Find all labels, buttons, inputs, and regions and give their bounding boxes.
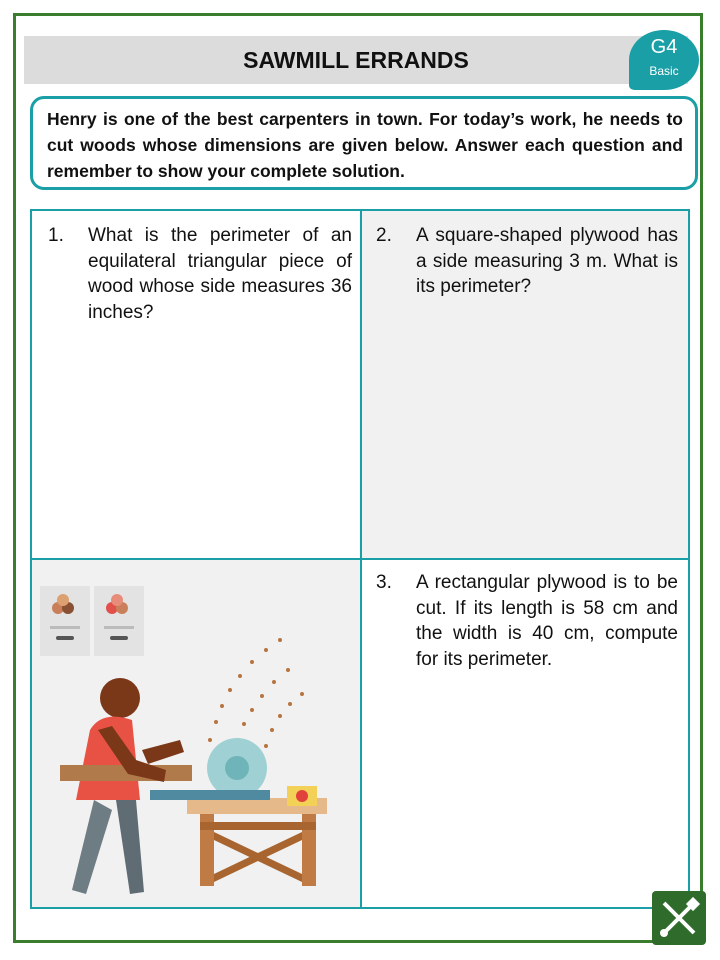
grade-badge — [629, 30, 699, 90]
carpenter-head — [100, 678, 140, 718]
page-title: SAWMILL ERRANDS — [243, 47, 469, 73]
illustration-cell — [32, 560, 362, 907]
grade-difficulty: Basic — [649, 64, 679, 78]
question-text: A square-shaped plywood has a side measuring 3 m. What is its perimeter? — [416, 225, 678, 297]
question-number: 1. — [48, 225, 64, 246]
crossed-tools-icon — [652, 891, 706, 945]
publisher-logo — [652, 891, 706, 945]
grade-level: G4 — [650, 36, 678, 58]
question-grid — [30, 209, 690, 909]
title-bar — [24, 36, 688, 84]
question-cell-3 — [362, 560, 688, 907]
question-cell-2 — [362, 211, 688, 560]
carpenter-leg — [72, 800, 112, 894]
instructions-text: Henry is one of the best carpenters in town. For today’s work, he needs to cut woods whose dimensions are given below. Answer each question and remember to show your complete solution. — [47, 109, 683, 181]
question-number: 2. — [376, 225, 392, 246]
question-text: A rectangular plywood is to be cut. If its length is 58 cm and the width is 40 cm, compute for its perimeter. — [416, 572, 678, 670]
question-text: What is the perimeter of an equilateral triangular piece of wood whose side measures 36 inches? — [88, 225, 352, 323]
question-cell-1 — [32, 211, 362, 560]
instructions-box — [30, 96, 698, 190]
sawdust-particles — [208, 638, 304, 748]
question-number: 3. — [376, 572, 392, 593]
carpenter-icon — [32, 560, 358, 905]
saw-guide — [150, 790, 270, 800]
